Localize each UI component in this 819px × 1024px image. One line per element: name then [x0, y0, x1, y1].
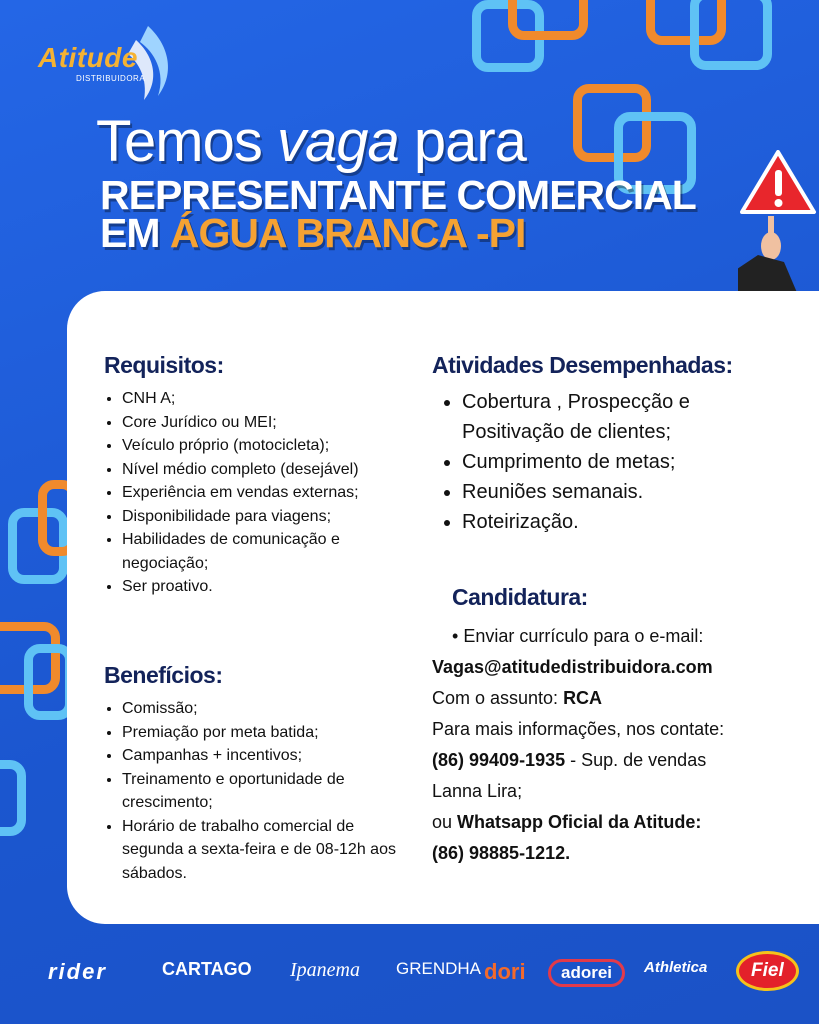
list-item: • Experiência em vendas externas;: [122, 481, 404, 505]
brand-strip: [0, 935, 819, 1005]
list-item: • Nível médio completo (desejável): [122, 458, 404, 482]
headline-line1: Temos vaga para: [96, 109, 526, 174]
list-item: • CNH A;: [122, 387, 404, 411]
info-line: Para mais informações, nos contate:: [432, 719, 725, 739]
subject-line: Com o assunto: RCA: [432, 688, 603, 708]
list-item: • Horário de trabalho comercial de segunda a sexta-feira e de 08-12h aos sábados.: [122, 815, 414, 886]
atividades-section: [432, 352, 752, 537]
list-item: • Premiação por meta batida;: [122, 721, 414, 745]
list-item: • Cumprimento de metas;: [462, 447, 752, 477]
deco-square: [508, 0, 588, 40]
list-item: • Cobertura , Prospecção e Positivação de clientes;: [462, 387, 722, 447]
brand-ipanema: Ipanema: [290, 959, 360, 981]
list-item: • Roteirização.: [462, 507, 752, 537]
headline-job: REPRESENTANTE COMERCIAL EM ÁGUA BRANCA -PI: [100, 172, 696, 256]
candidatura-title: Candidatura:: [452, 584, 588, 610]
brand-dori: dori: [484, 959, 526, 984]
phone2-line: (86) 98885-1212.: [432, 843, 571, 863]
candidatura-section: [432, 584, 772, 869]
warning-sign-icon: [738, 150, 819, 295]
brand-cartago: CARTAGO: [162, 959, 252, 979]
brand-rider: rider: [48, 959, 107, 984]
brand-fiel: Fiel: [736, 951, 799, 991]
candidatura-bullet: • Enviar currículo para o e-mail:: [452, 626, 704, 646]
beneficios-title: Benefícios:: [104, 662, 223, 688]
list-item: • Habilidades de comunicação e negociação;: [122, 528, 382, 575]
logo-sub: DISTRIBUIDORA: [76, 74, 146, 83]
whatsapp-line: ou Whatsapp Oficial da Atitude:: [432, 812, 702, 832]
list-item: • Core Jurídico ou MEI;: [122, 411, 404, 435]
requisitos-list: [104, 387, 404, 599]
brand-grendha: GRENDHA: [396, 959, 482, 978]
brand-adorei: adorei: [548, 959, 625, 987]
phone1-line: (86) 99409-1935 - Sup. de vendas: [432, 750, 707, 770]
beneficios-section: [104, 662, 414, 885]
deco-square: [690, 0, 772, 70]
beneficios-list: [104, 697, 414, 885]
list-item: • Ser proativo.: [122, 575, 404, 599]
email-link[interactable]: Vagas@atitudedistribuidora.com: [432, 657, 713, 677]
atividades-list: [432, 387, 752, 537]
list-item: • Campanhas + incentivos;: [122, 744, 414, 768]
requisitos-title: Requisitos:: [104, 352, 224, 378]
list-item: • Veículo próprio (motocicleta);: [122, 434, 404, 458]
logo: [36, 22, 176, 102]
logo-name: Atitude: [38, 42, 138, 73]
deco-square: [0, 760, 26, 836]
brand-athletica: Athletica: [644, 959, 708, 976]
list-item: • Disponibilidade para viagens;: [122, 505, 404, 529]
list-item: • Treinamento e oportunidade de crescimento;: [122, 768, 382, 815]
list-item: • Reuniões semanais.: [462, 477, 752, 507]
requisitos-section: [104, 352, 404, 599]
list-item: • Comissão;: [122, 697, 414, 721]
contact-name: Lanna Lira;: [432, 781, 523, 801]
atividades-title: Atividades Desempenhadas:: [432, 352, 733, 378]
